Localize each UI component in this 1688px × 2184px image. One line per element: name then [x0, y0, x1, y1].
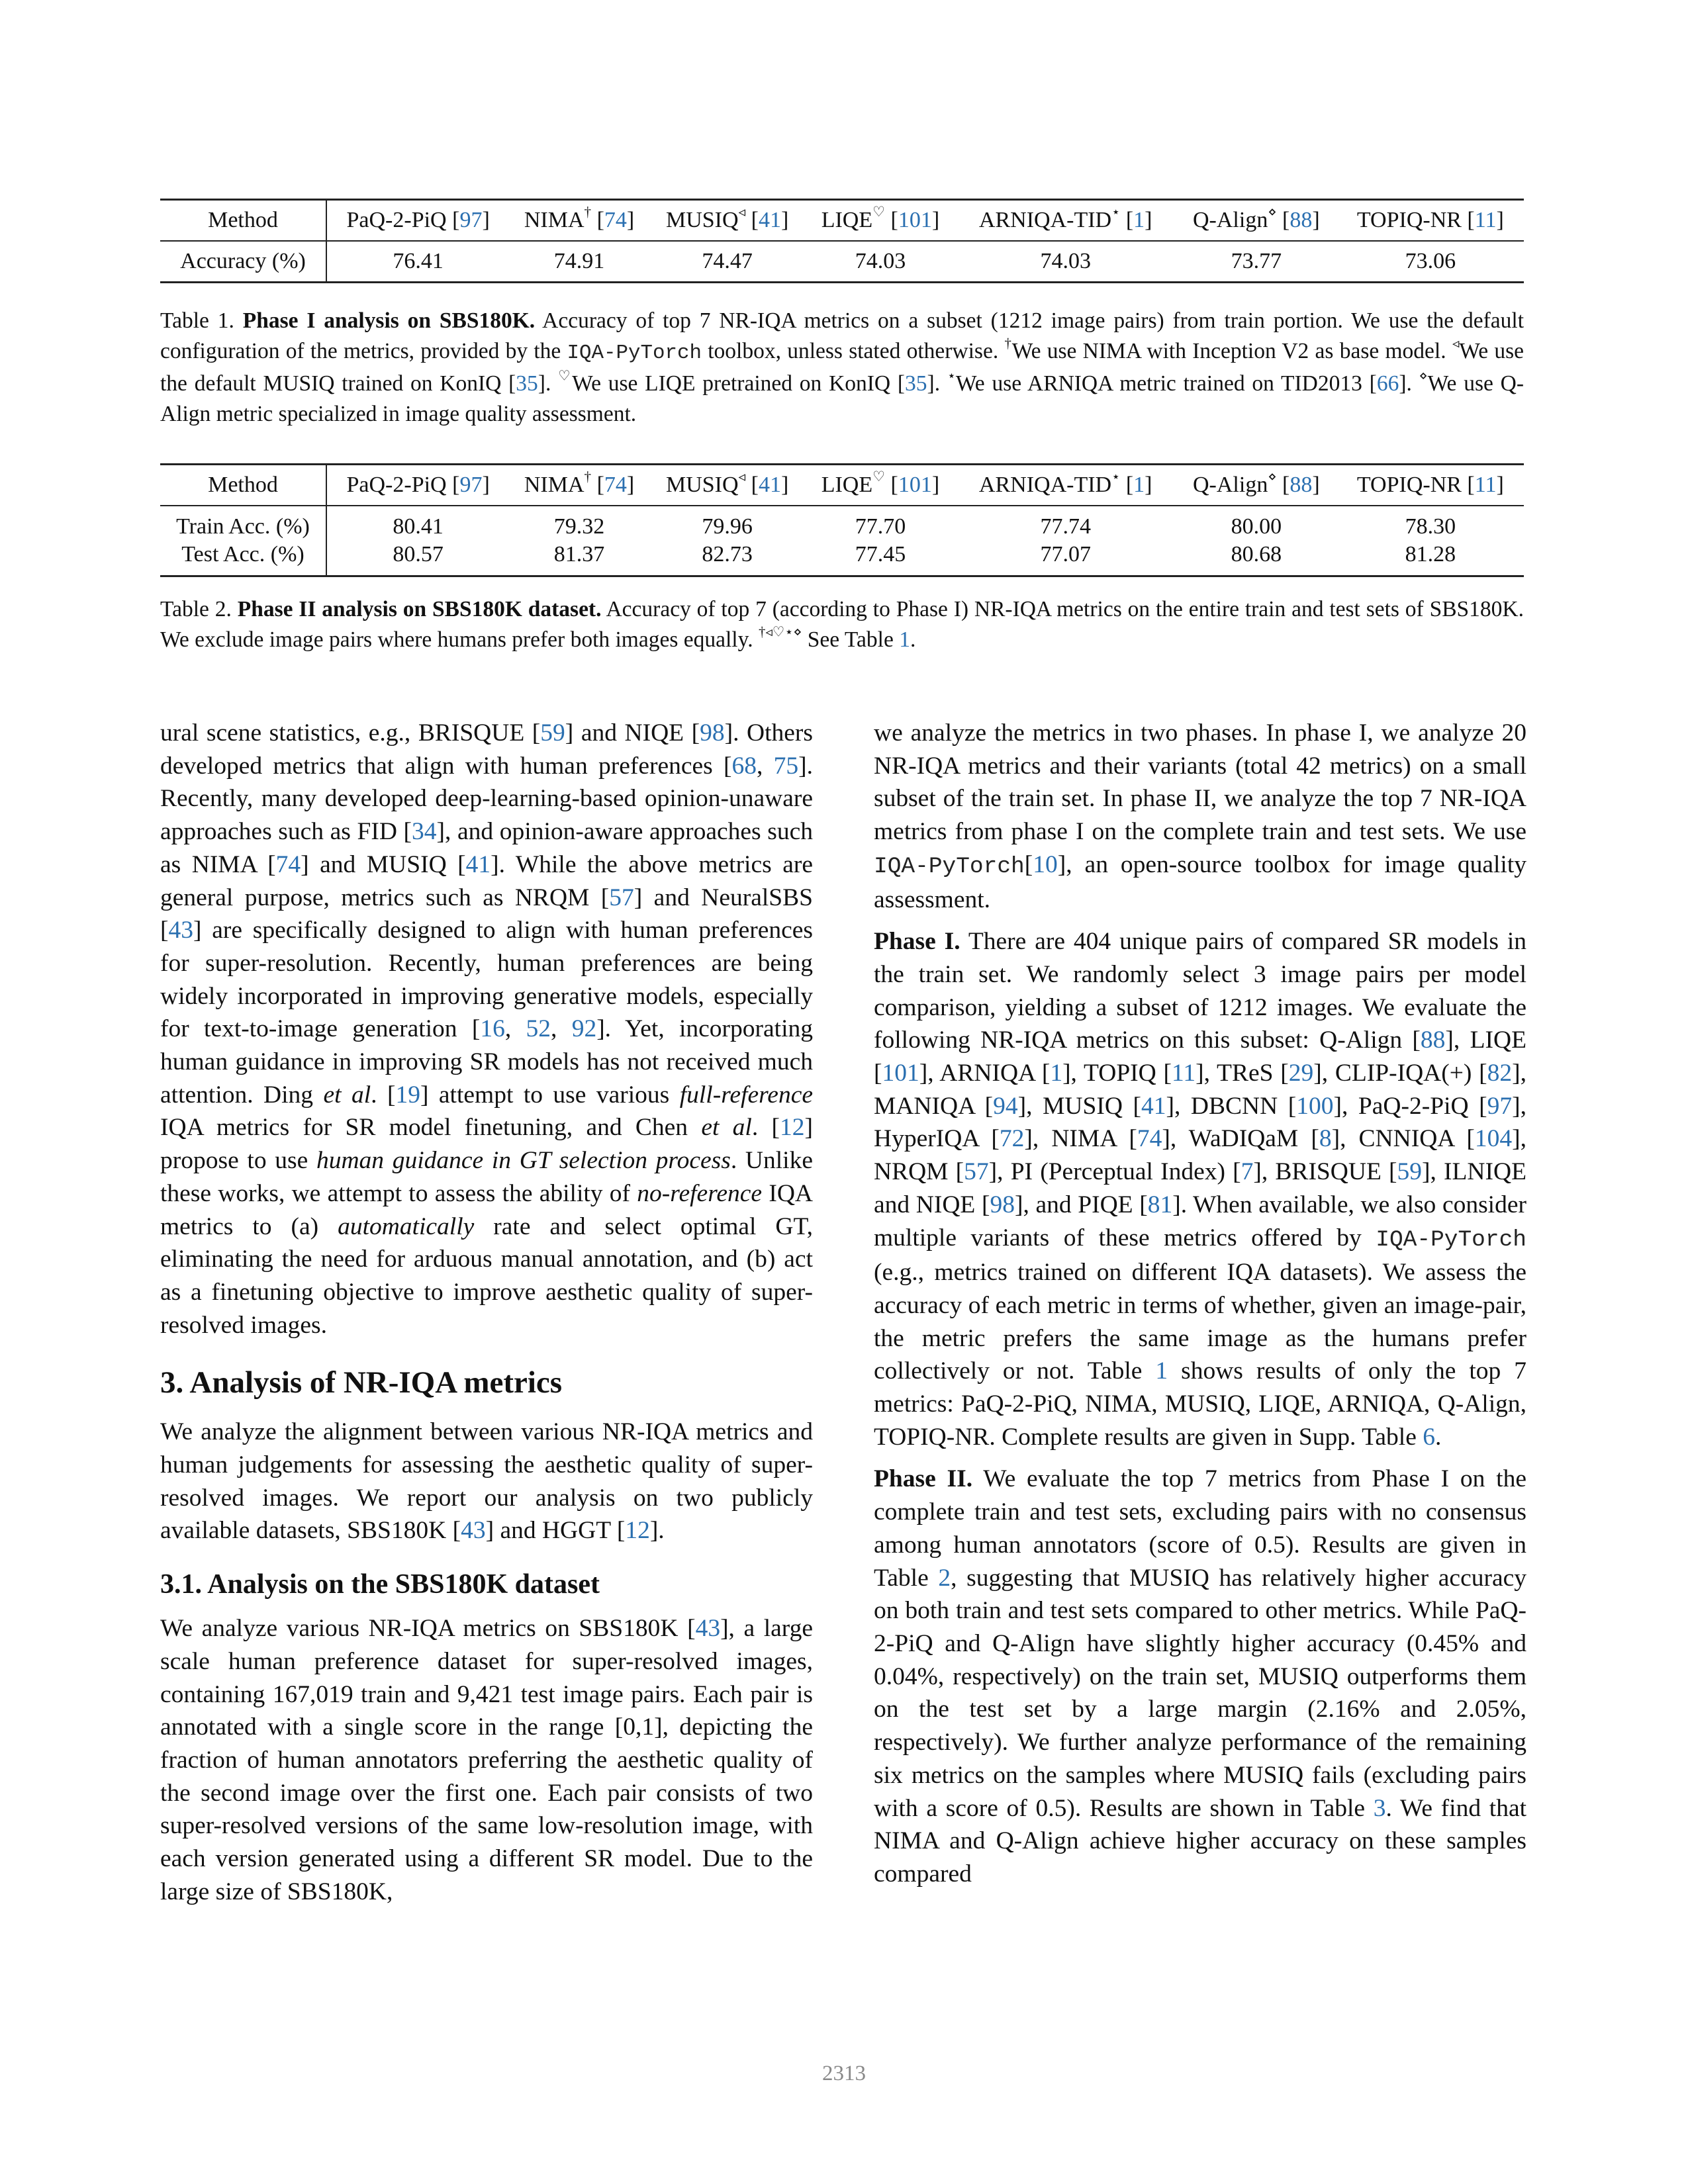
- citation-link[interactable]: 43: [168, 917, 193, 944]
- liqe-header: LIQE♡ [101]: [805, 200, 955, 242]
- citation-link[interactable]: 97: [459, 208, 483, 232]
- arniqa-header: ARNIQA-TID⋆ [1]: [955, 465, 1176, 506]
- table-1: [160, 199, 1524, 283]
- citation-link[interactable]: 74: [604, 473, 627, 497]
- citation-link[interactable]: 10: [1033, 850, 1058, 878]
- citation-link[interactable]: 72: [999, 1125, 1025, 1153]
- qalign-header: Q-Align⋄ [88]: [1176, 200, 1337, 242]
- table-cell: 77.07: [1040, 542, 1091, 567]
- paragraph-phase-1: Phase I. There are 404 unique pairs of compared SR models in the train set. We randomly select 3 image pairs per model comparison, yielding a subset of 1212 images. We evaluate the following NR-IQA metrics on this subset: Q-Align [88], LIQE [101], ARNIQA [1], TOPIQ [11], TReS [29], CLIP-IQA(+) [82], MANIQA [94], MUSIQ [41], DBCNN [100], PaQ-2-PiQ [97], HyperIQA [72], NIMA [74], WaDIQaM [8], CNNIQA [104], NRQM [57], PI (Perceptual Index) [7], BRISQUE [59], ILNIQE and NIQE [98], and PIQE [81]. When available, we also consider multiple variants of these metrics offered by IQA-PyTorch (e.g., metrics trained on different IQA datasets). We assess the accuracy of each metric in terms of whether, given an image-pair, the metric prefers the same image as the humans prefer collectively or not. Table 1 shows results of only the top 7 metrics: PaQ-2-PiQ, NIMA, MUSIQ, LIQE, ARNIQA, Q-Align, TOPIQ-NR. Complete results are given in Supp. Table 6.: [874, 928, 1527, 1451]
- citation-link[interactable]: 8: [1319, 1125, 1332, 1153]
- musiq-header: MUSIQ◃ [41]: [649, 200, 806, 242]
- citation-link[interactable]: 98: [700, 719, 725, 747]
- row-label: Test Acc. (%): [160, 541, 326, 576]
- citation-link[interactable]: 43: [695, 1615, 721, 1643]
- table-cell: 74.91: [553, 249, 605, 273]
- paq-header: PaQ-2-PiQ [97]: [326, 200, 509, 242]
- table-cell: 80.00: [1231, 514, 1282, 539]
- citation-link[interactable]: 41: [465, 850, 491, 878]
- citation-link[interactable]: 75: [773, 752, 799, 780]
- table-ref-link[interactable]: 1: [899, 627, 910, 652]
- right-column: [874, 717, 1526, 1891]
- table-cell: 80.68: [1231, 542, 1282, 567]
- table-1-caption: Table 1. Phase I analysis on SBS180K. Accuracy of top 7 NR-IQA metrics on a subset (1212 image pairs) from train portion. We use the default configuration of the metrics, provided by the IQA-PyTorch toolbox, unless stated otherwise. †We use NIMA with Inception V2 as base model. ◃We use the default MUSIQ trained on KonIQ [35]. ♡We use LIQE pretrained on KonIQ [35]. ⋆We use ARNIQA metric trained on TID2013 [66]. ⋄We use Q-Align metric specialized in image quality assessment.: [160, 308, 1524, 426]
- citation-link[interactable]: 68: [731, 752, 757, 780]
- citation-link[interactable]: 100: [1296, 1092, 1334, 1120]
- table-ref-link[interactable]: 2: [938, 1564, 951, 1592]
- table-ref-link[interactable]: 6: [1423, 1423, 1435, 1451]
- paragraph-phases: we analyze the metrics in two phases. In phase I, we analyze 20 NR-IQA metrics and their variants (total 42 metrics) on a small subset of the train set. In phase II, we analyze the top 7 NR-IQA metrics from phase I on the complete train and test sets. We use IQA-PyTorch[10], an open-source toolbox for image quality assessment.: [874, 719, 1526, 913]
- table-1-header-row: [160, 200, 1524, 242]
- citation-link[interactable]: 82: [1487, 1060, 1513, 1087]
- nima-header: NIMA† [74]: [509, 200, 649, 242]
- citation-link[interactable]: 19: [395, 1081, 420, 1109]
- topiq-header: TOPIQ-NR [11]: [1337, 465, 1524, 506]
- paragraph-sbs180k: We analyze various NR-IQA metrics on SBS180K [43], a large scale human preference dataset for super-resolved images, containing 167,019 train and 9,421 test image pairs. Each pair is annotated with a single score in the range [0,1], depicting the fraction of human annotators preferring the aesthetic quality of the second image over the first one. Each pair consists of two super-resolved versions of the same low-resolution image, with each version generated using a different SR model. Due to the large size of SBS180K,: [160, 1615, 813, 1905]
- table-row: [160, 506, 1524, 541]
- table-cell: 81.37: [553, 542, 605, 567]
- citation-link[interactable]: 16: [480, 1015, 505, 1043]
- musiq-header: MUSIQ◃ [41]: [649, 465, 806, 506]
- row-label: Train Acc. (%): [160, 506, 326, 541]
- citation-link[interactable]: 41: [758, 208, 781, 232]
- citation-link[interactable]: 74: [604, 208, 627, 232]
- citation-link[interactable]: 88: [1420, 1026, 1446, 1054]
- citation-link[interactable]: 92: [571, 1015, 597, 1043]
- citation-link[interactable]: 94: [993, 1092, 1018, 1120]
- table-cell: 79.32: [553, 514, 605, 539]
- left-column: [160, 717, 813, 1909]
- citation-link[interactable]: 88: [1289, 473, 1313, 497]
- table-cell: 74.03: [855, 249, 906, 273]
- paq-header: PaQ-2-PiQ [97]: [326, 465, 509, 506]
- method-header: Method: [160, 200, 326, 242]
- citation-link[interactable]: 98: [990, 1191, 1015, 1218]
- citation-link[interactable]: 59: [540, 719, 565, 747]
- citation-link[interactable]: 43: [461, 1517, 486, 1545]
- page-number: 2313: [822, 2062, 866, 2085]
- table-cell: 77.45: [855, 542, 906, 567]
- row-label: Accuracy (%): [160, 241, 326, 283]
- citation-link[interactable]: 11: [1474, 473, 1497, 497]
- table-cell: 74.47: [702, 249, 753, 273]
- citation-link[interactable]: 12: [780, 1114, 805, 1142]
- citation-link[interactable]: 104: [1474, 1125, 1513, 1153]
- citation-link[interactable]: 52: [526, 1015, 551, 1043]
- citation-link[interactable]: 101: [898, 473, 932, 497]
- table-row: [160, 541, 1524, 576]
- nima-header: NIMA† [74]: [509, 465, 649, 506]
- citation-link[interactable]: 35: [516, 371, 538, 396]
- paragraph-section-intro: We analyze the alignment between various NR-IQA metrics and human judgements for assessing the aesthetic quality of super-resolved images. We report our analysis on two publicly available datasets, SBS180K [43] and HGGT [12].: [160, 1418, 813, 1545]
- citation-link[interactable]: 41: [1141, 1092, 1166, 1120]
- method-header: Method: [160, 465, 326, 506]
- table-cell: 81.28: [1405, 542, 1456, 567]
- table-cell: 82.73: [702, 542, 753, 567]
- table-cell: 74.03: [1040, 249, 1091, 273]
- table-cell: 78.30: [1405, 514, 1456, 539]
- table-2-header-row: [160, 465, 1524, 506]
- citation-link[interactable]: 74: [1137, 1125, 1162, 1153]
- section-heading: 3. Analysis of NR-IQA metrics: [160, 1365, 563, 1400]
- table-ref-link[interactable]: 3: [1373, 1794, 1386, 1822]
- citation-link[interactable]: 7: [1241, 1158, 1254, 1186]
- table-row: [160, 241, 1524, 283]
- citation-link[interactable]: 57: [964, 1158, 989, 1186]
- citation-link[interactable]: 12: [625, 1517, 650, 1545]
- table-cell: 77.74: [1040, 514, 1091, 539]
- qalign-header: Q-Align⋄ [88]: [1176, 465, 1337, 506]
- citation-link[interactable]: 29: [1288, 1060, 1314, 1087]
- citation-link[interactable]: 66: [1376, 371, 1399, 396]
- paragraph-related-work: ural scene statistics, e.g., BRISQUE [59] and NIQE [98]. Others developed metrics that align with human preferences [68, 75]. Recently, many developed deep-learning-based opinion-unaware approaches such as FID [34], and opinion-aware approaches such as NIMA [74] and MUSIQ [41]. While the above metrics are general purpose, metrics such as NRQM [57] and NeuralSBS [43] are specifically designed to align with human preferences for super-resolution. Recently, human preferences are being widely incorporated in improving generative models, especially for text-to-image generation [16, 52, 92]. Yet, incorporating human guidance in improving SR models has not received much attention. Ding et al. [19] attempt to use various full-reference IQA metrics for SR model finetuning, and Chen et al. [12] propose to use human guidance in GT selection process. Unlike these works, we attempt to assess the ability of no-reference IQA metrics to (a) automatically rate and select optimal GT, eliminating the need for arduous manual annotation, and (b) act as a finetuning objective to improve aesthetic quality of super-resolved images.: [160, 719, 814, 1339]
- table-cell: 73.77: [1231, 249, 1282, 273]
- citation-link[interactable]: 101: [882, 1060, 919, 1087]
- citation-link[interactable]: 35: [905, 371, 927, 396]
- table-cell: 80.57: [393, 542, 444, 567]
- table-cell: 79.96: [702, 514, 753, 539]
- table-2: [160, 463, 1524, 577]
- citation-link[interactable]: 11: [1474, 208, 1497, 232]
- citation-link[interactable]: 97: [1487, 1092, 1513, 1120]
- paragraph-phase-2: Phase II. We evaluate the top 7 metrics from Phase I on the complete train and test sets, excluding pairs with no consensus among human annotators (score of 0.5). Results are given in Table 2, suggesting that MUSIQ has relatively higher accuracy on both train and test sets compared to other metrics. While PaQ-2-PiQ and Q-Align have slightly higher accuracy (0.45% and 0.04%, respectively) on the train set, MUSIQ outperforms them on the test set by a large margin (2.16% and 2.05%, respectively). We further analyze performance of the remaining six metrics on the samples where MUSIQ fails (excluding pairs with a score of 0.5). Results are shown in Table 3. We find that NIMA and Q-Align achieve higher accuracy on these samples compared: [874, 1465, 1527, 1888]
- citation-link[interactable]: 1: [1133, 208, 1145, 232]
- liqe-header: LIQE♡ [101]: [805, 465, 955, 506]
- citation-link[interactable]: 57: [609, 884, 634, 911]
- table-cell: 73.06: [1405, 249, 1456, 273]
- arniqa-header: ARNIQA-TID⋆ [1]: [955, 200, 1176, 242]
- citation-link[interactable]: 34: [412, 818, 437, 846]
- citation-link[interactable]: 81: [1147, 1191, 1173, 1218]
- table-cell: 80.41: [393, 514, 444, 539]
- citation-link[interactable]: 88: [1289, 208, 1313, 232]
- citation-link[interactable]: 41: [758, 473, 781, 497]
- citation-link[interactable]: 1: [1050, 1060, 1063, 1087]
- subsection-heading: 3.1. Analysis on the SBS180K dataset: [160, 1569, 600, 1600]
- table-cell: 77.70: [855, 514, 906, 539]
- table-2-caption: Table 2. Phase II analysis on SBS180K dataset. Accuracy of top 7 (according to Phase I) NR-IQA metrics on the entire train and test sets of SBS180K. We exclude image pairs where humans prefer both images equally. †◃♡⋆⋄ See Table 1.: [160, 597, 1524, 652]
- citation-link[interactable]: 11: [1172, 1060, 1196, 1087]
- citation-link[interactable]: 97: [459, 473, 483, 497]
- citation-link[interactable]: 101: [898, 208, 932, 232]
- topiq-header: TOPIQ-NR [11]: [1337, 200, 1524, 242]
- table-cell: 76.41: [393, 249, 444, 273]
- table-ref-link[interactable]: 1: [1155, 1357, 1168, 1385]
- citation-link[interactable]: 59: [1397, 1158, 1423, 1186]
- citation-link[interactable]: 74: [275, 850, 301, 878]
- citation-link[interactable]: 1: [1133, 473, 1145, 497]
